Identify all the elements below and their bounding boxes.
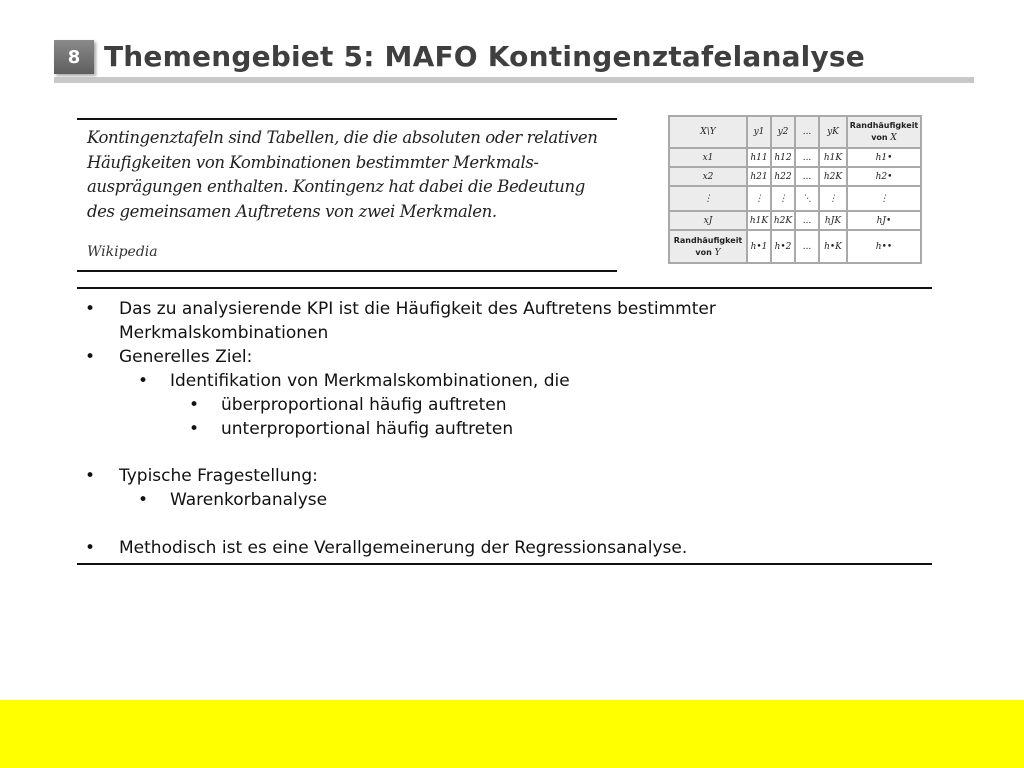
- table-margin-y-header: [669, 230, 747, 263]
- list-item: [189, 393, 507, 417]
- bullet-marker: •: [85, 538, 96, 558]
- table-margin-cell: h1•: [847, 148, 921, 167]
- table-cell: h2K: [819, 167, 847, 186]
- table-corner: X\Y: [669, 116, 747, 148]
- table-cell: ⋮: [771, 186, 795, 211]
- table-margin-cell: ⋮: [847, 186, 921, 211]
- bullet-marker: •: [138, 371, 149, 391]
- table-row-header: ⋮: [669, 186, 747, 211]
- quote-text: [87, 126, 615, 224]
- table-row-header: xJ: [669, 211, 747, 230]
- table-margin-x-header: [847, 116, 921, 148]
- list-item-text: Das zu analysierende KPI ist die Häufigkeit des Auftretens bestimmter: [119, 299, 716, 319]
- table-margin-cell: h•K: [819, 230, 847, 263]
- table-col-header: y2: [771, 116, 795, 148]
- list-item: [138, 369, 570, 393]
- slide-title: Themengebiet 5: MAFO Kontingenztafelanalyse: [104, 40, 865, 73]
- contingency-table: [668, 115, 922, 264]
- table-cell: ⋱: [795, 186, 819, 211]
- footer-band: [0, 700, 1024, 768]
- table-cell: ⋮: [819, 186, 847, 211]
- definition-quote: [77, 118, 617, 272]
- margin-y-label-line1: Randhäufigkeit: [673, 235, 743, 245]
- list-item-continuation: Merkmalskombinationen: [119, 323, 329, 343]
- list-item: [85, 297, 716, 321]
- table-col-header: y1: [747, 116, 771, 148]
- table-margin-cell: h2•: [847, 167, 921, 186]
- list-item: [138, 488, 327, 512]
- table-margin-cell: h•2: [771, 230, 795, 263]
- bullet-marker: •: [85, 299, 96, 319]
- list-item-text: unterproportional häufig auftreten: [221, 419, 514, 439]
- list-item-text: überproportional häufig auftreten: [221, 395, 507, 415]
- quote-line: Häufigkeiten von Kombinationen bestimmter Merkmals-: [87, 152, 539, 172]
- table-margin-cell: h•1: [747, 230, 771, 263]
- table-margin-cell: hJ•: [847, 211, 921, 230]
- margin-x-label-line1: Randhäufigkeit: [849, 121, 919, 130]
- bullet-marker: •: [85, 347, 96, 367]
- table-cell: h1K: [747, 211, 771, 230]
- bullet-marker: •: [138, 490, 149, 510]
- table-cell: h12: [771, 148, 795, 167]
- slide-number-badge: 8: [54, 40, 94, 74]
- list-item-text: Typische Fragestellung:: [119, 466, 318, 486]
- table-col-header: ...: [795, 116, 819, 148]
- list-item: [85, 464, 318, 488]
- list-item: [85, 536, 687, 560]
- quote-line: des gemeinsamen Auftretens von zwei Merkmalen.: [87, 201, 497, 221]
- list-item-text: Methodisch ist es eine Verallgemeinerung der Regressionsanalyse.: [119, 538, 688, 558]
- table-col-header: yK: [819, 116, 847, 148]
- margin-x-var: X: [890, 133, 897, 143]
- list-item-text: Identifikation von Merkmalskombinationen, die: [170, 371, 570, 391]
- table-cell: h22: [771, 167, 795, 186]
- table-cell: h1K: [819, 148, 847, 167]
- margin-y-label-line2: von: [695, 247, 712, 257]
- quote-line: Kontingenztafeln sind Tabellen, die die absoluten oder relativen: [87, 128, 598, 147]
- table-cell: ...: [795, 167, 819, 186]
- list-item: [189, 417, 513, 441]
- bullet-list: [77, 287, 932, 565]
- list-item-text: Warenkorbanalyse: [170, 490, 328, 510]
- table-cell: ...: [795, 148, 819, 167]
- margin-x-label-line2: von: [871, 133, 888, 142]
- table-row-header: x2: [669, 167, 747, 186]
- table-cell: ...: [795, 211, 819, 230]
- table-cell: hJK: [819, 211, 847, 230]
- bullet-marker: •: [189, 419, 200, 439]
- table-cell: h11: [747, 148, 771, 167]
- table-cell: ⋮: [747, 186, 771, 211]
- list-item-text: Generelles Ziel:: [119, 347, 253, 367]
- margin-y-var: Y: [714, 247, 721, 258]
- table-cell: h21: [747, 167, 771, 186]
- quote-line: ausprägungen enthalten. Kontingenz hat dabei die Bedeutung: [87, 177, 585, 196]
- table-row-header: x1: [669, 148, 747, 167]
- table-margin-cell: ...: [795, 230, 819, 263]
- title-underline: [54, 77, 974, 83]
- list-item: [85, 345, 252, 369]
- table-grand-total: h••: [847, 230, 921, 263]
- bullet-marker: •: [189, 395, 200, 415]
- bullet-marker: •: [85, 466, 96, 486]
- quote-source: Wikipedia: [87, 244, 158, 260]
- table-cell: h2K: [771, 211, 795, 230]
